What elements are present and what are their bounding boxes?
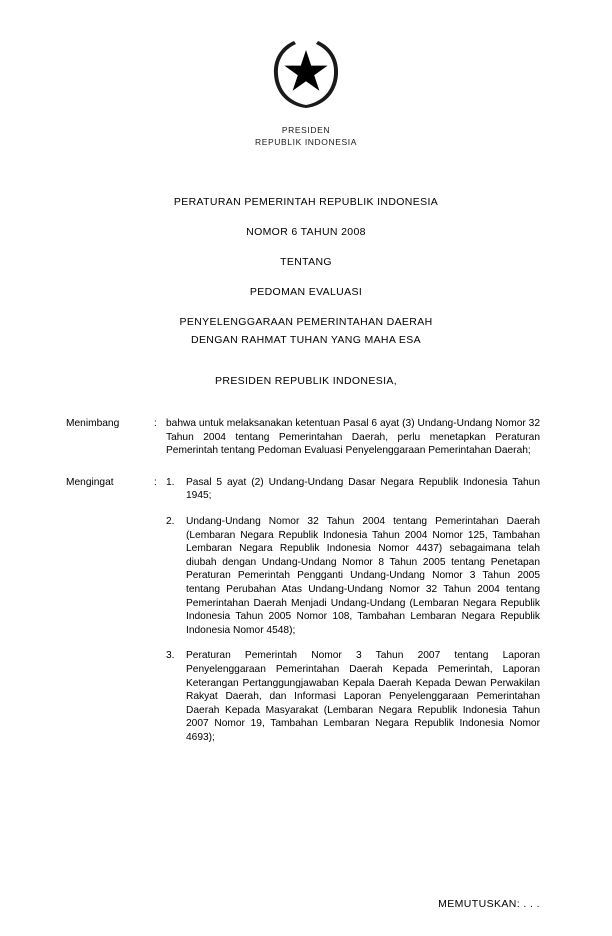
clause-mengingat-colon: : bbox=[154, 476, 157, 488]
clause-mengingat-body bbox=[166, 476, 540, 745]
document-title-block bbox=[0, 196, 612, 328]
clause-menimbang bbox=[66, 417, 540, 458]
invocation-rahmat: DENGAN RAHMAT TUHAN YANG MAHA ESA bbox=[191, 334, 421, 346]
title-regulation-name: PERATURAN PEMERINTAH REPUBLIK INDONESIA bbox=[173, 196, 439, 208]
list-item-text: Pasal 5 ayat (2) Undang-Undang Dasar Negara Republik Indonesia Tahun 1945; bbox=[186, 476, 540, 502]
list-item-text: Undang-Undang Nomor 32 Tahun 2004 tentang Pemerintahan Daerah (Lembaran Negara Republik Indonesia Tahun 2004 Nomor 125, Tambahan Lembaran Negara Republik Indonesia Nomor 4437) sebagaimana telah diubah dengan Undang-Undang Nomor 8 Tahun 2005 tentang Penetapan Peraturan Pemerintah Pengganti Undang-Undang Nomor 3 Tahun 2005 tentang Perubahan Atas Undang-Undang Nomor 32 Tahun 2004 tentang Pemerintahan Daerah Menjadi Undang-Undang (Lembaran Negara Republik Indonesia Tahun 2005 Nomor 108, Tambahan Lembaran Negara Republik Indonesia Nomor 4548); bbox=[186, 515, 540, 636]
clause-menimbang-text: bahwa untuk melaksanakan ketentuan Pasal 6 ayat (3) Undang-Undang Nomor 32 Tahun 2004 tentang Pemerintahan Daerah, perlu menetapkan Peraturan Pemerintah tentang Pedoman Evaluasi Penyelenggaraan Pemerintahan Daerah; bbox=[166, 418, 540, 457]
invocation-presiden: PRESIDEN REPUBLIK INDONESIA, bbox=[215, 375, 397, 387]
clause-menimbang-label: Menimbang bbox=[66, 418, 120, 429]
emblem-caption-line1: PRESIDEN bbox=[281, 125, 331, 135]
garuda-star-emblem-icon bbox=[270, 38, 342, 110]
title-subject-line2: PENYELENGGARAAN PEMERINTAHAN DAERAH bbox=[179, 316, 433, 328]
list-item bbox=[166, 515, 540, 637]
list-item-text: Peraturan Pemerintah Nomor 3 Tahun 2007 tentang Laporan Penyelenggaraan Pemerintahan Daerah Kepada Pemerintah, Laporan Keterangan Pertanggungjawaban Kepala Daerah Kepada Dewan Perwakilan Rakyat Daerah, dan Informasi Laporan Penyelenggaraan Pemerintahan Daerah Kepada Masyarakat (Lembaran Negara Republik Indonesia Tahun 2007 Nomor 19, Tambahan Lembaran Negara Republik Indonesia Nomor 4693); bbox=[186, 650, 540, 743]
emblem-container bbox=[0, 38, 612, 115]
emblem-caption-line2: REPUBLIK INDONESIA bbox=[255, 137, 357, 147]
list-item-number: 3. bbox=[166, 650, 175, 662]
clauses-container bbox=[66, 417, 540, 762]
page-footer bbox=[0, 898, 612, 910]
continuation-note: MEMUTUSKAN: . . . bbox=[438, 898, 540, 910]
title-tentang: TENTANG bbox=[280, 256, 332, 268]
list-item-number: 1. bbox=[166, 476, 175, 488]
clause-mengingat-label: Mengingat bbox=[66, 476, 114, 488]
emblem-caption bbox=[0, 124, 612, 148]
clause-menimbang-body bbox=[166, 417, 540, 458]
mengingat-list bbox=[166, 476, 540, 745]
title-number: NOMOR 6 TAHUN 2008 bbox=[246, 226, 366, 238]
clause-mengingat bbox=[66, 476, 540, 745]
list-item-number: 2. bbox=[166, 515, 175, 527]
clause-menimbang-colon: : bbox=[154, 418, 157, 429]
list-item bbox=[166, 476, 540, 503]
list-item bbox=[166, 649, 540, 744]
title-subject-line1: PEDOMAN EVALUASI bbox=[249, 286, 363, 298]
